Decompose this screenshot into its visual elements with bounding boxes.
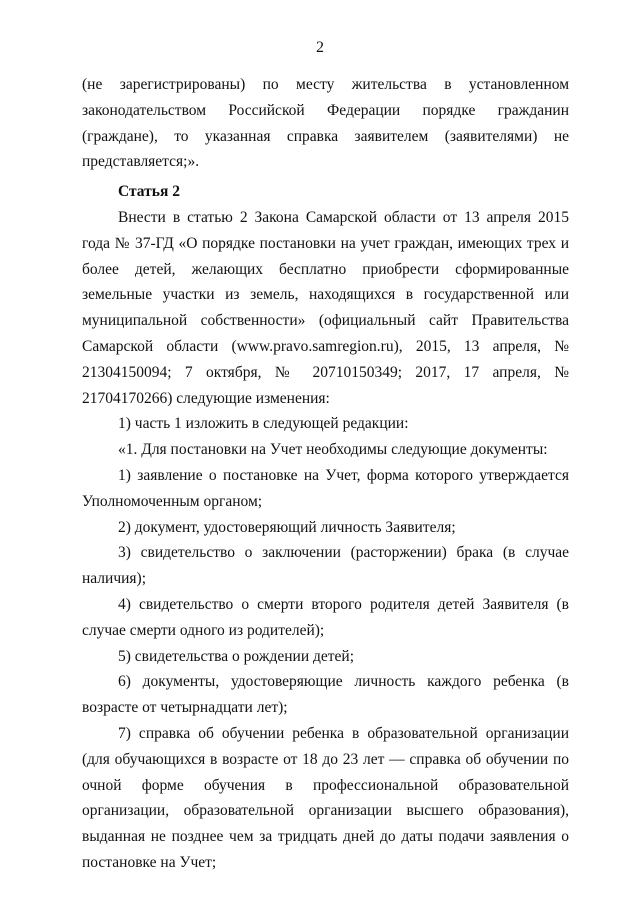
list-item-part-1: 1) часть 1 изложить в следующей редакции: [118, 415, 409, 433]
list-item-7: 7) справка об обучении ребенка в образовательной организации (для обучающихся в возрасте от 18 до 23 лет — справка об обучении по очной форме обучения в профессиональной образовательной организации, образовательной организации высшего образования), выданная не позднее чем за тридцать дней до даты подачи заявления о постановке на Учет; [82, 724, 569, 871]
list-item-4: 4) свидетельство о смерти второго родителя детей Заявителя (в случае смерти одного из родителей); [82, 595, 569, 639]
list-item-3: 3) свидетельство о заключении (расторжении) брака (в случае наличия); [82, 544, 569, 588]
page-number: 2 [316, 39, 324, 56]
list-item-1: 1) заявление о постановке на Учет, форма которого утверждается Уполномоченным органом; [82, 466, 569, 510]
paragraph-amendment-intro: Внести в статью 2 Закона Самарской области от 13 апреля 2015 года № 37-ГД «О порядке постановки на учет граждан, имеющих трех и более детей, желающих бесплатно приобрести сформированные земельные участки из земель, находящихся в государственной или муниципальной собственности» (официальный сайт Правительства Самарской области (www.pravo.samregion.ru), 2015, 13 апреля, № 21304150094; 7 октября, № 20710150349; 2017, 17 апреля, № 21704170266) следующие изменения: [82, 208, 569, 407]
list-item-2: 2) документ, удостоверяющий личность Заявителя; [118, 518, 456, 536]
article-heading: Статья 2 [118, 183, 180, 201]
paragraph-continuation: (не зарегистрированы) по месту жительства в установленном законодательством Российской Федерации порядке гражданин (граждане), то указанная справка заявителем (заявителями) не представляется;». [82, 76, 569, 171]
document-body [82, 72, 569, 876]
list-item-5: 5) свидетельства о рождении детей; [118, 647, 355, 665]
paragraph-documents-required: «1. Для постановки на Учет необходимы следующие документы: [118, 441, 548, 459]
list-item-6: 6) документы, удостоверяющие личность каждого ребенка (в возрасте от четырнадцати лет); [82, 673, 569, 717]
